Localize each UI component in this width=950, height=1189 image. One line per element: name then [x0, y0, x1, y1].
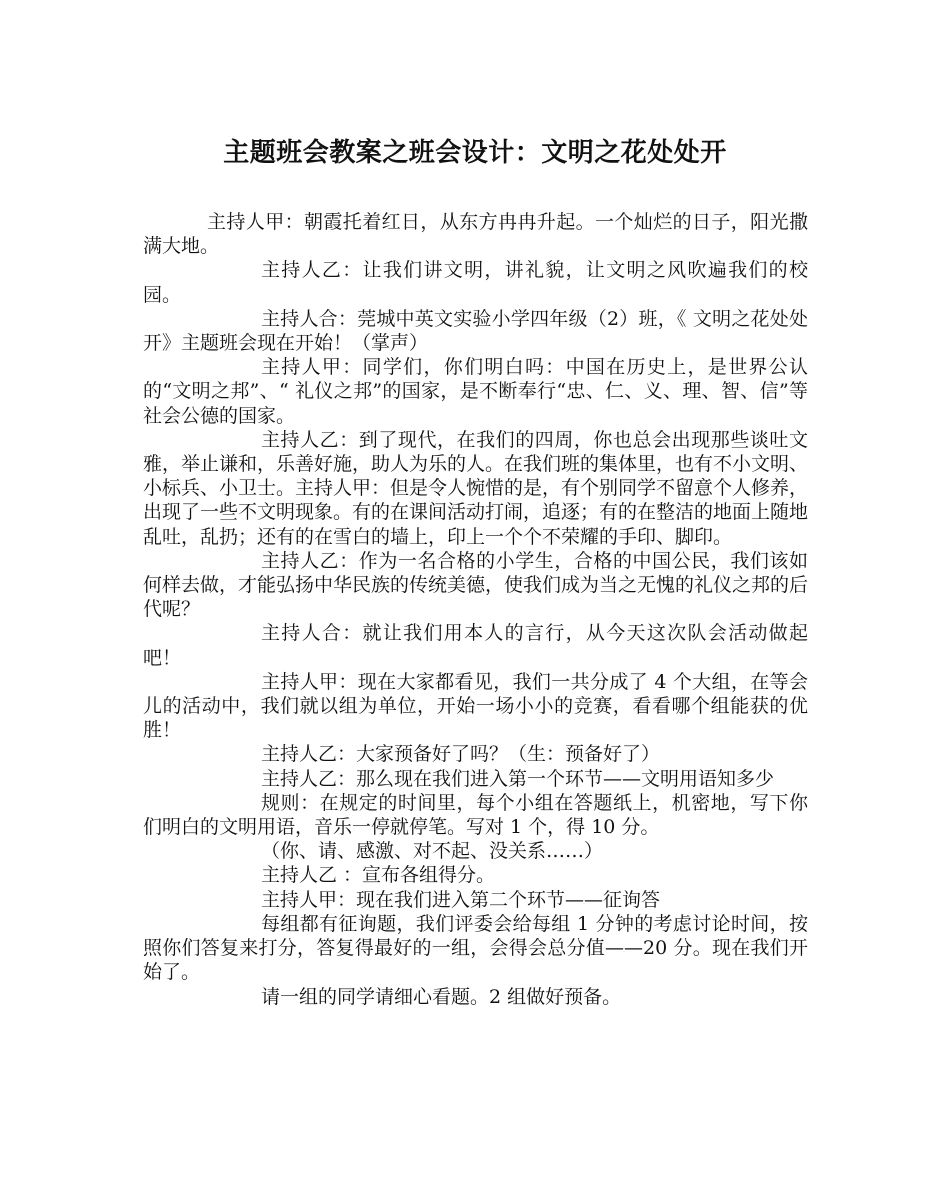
paragraph: 主持人乙：让我们讲文明，讲礼貌，让文明之风吹遍我们的校园。	[143, 259, 808, 306]
document-body	[143, 210, 808, 1009]
paragraph: 主持人乙：到了现代，在我们的四周，你也总会出现那些谈吐文雅，举止谦和，乐善好施，助人为乐的人。在我们班的集体里，也有不小文明、小标兵、小卫士。主持人甲：但是令人惋惜的是，有个别同学不留意个人修养，出现了一些不文明现象。有的在课间活动打闹，追逐；有的在整洁的地面上随地乱吐，乱扔；还有的在雪白的墙上，印上一个个不荣耀的手印、脚印。	[143, 428, 809, 548]
paragraph: 主持人乙：作为一名合格的小学生，合格的中国公民，我们该如何样去做，才能弘扬中华民族的传统美德，使我们成为当之无愧的礼仪之邦的后代呢？	[143, 549, 809, 621]
paragraph: 主持人甲：同学们，你们明白吗：中国在历史上，是世界公认的“文明之邦”、“ 礼仪之邦”的国家，是不断奉行“忠、仁、义、理、智、信”等社会公德的国家。	[143, 356, 808, 427]
paragraph: 主持人合：莞城中英文实验小学四年级（2）班，《 文明之花处处开》主题班会现在开始！（掌声）	[143, 307, 808, 355]
paragraph: 请一组的同学请细心看题。2 组做好预备。	[261, 985, 622, 1008]
paragraph: 主持人甲：现在大家都看见，我们一共分成了 4 个大组，在等会儿的活动中，我们就以组为单位，开始一场小小的竞赛，看看哪个组能获的优胜！	[143, 670, 808, 742]
paragraph: （你、请、感激、对不起、没关系……）	[261, 840, 604, 863]
paragraph: 主持人合：就让我们用本人的言行，从今天这次队会活动做起吧！	[143, 622, 808, 669]
paragraph: 每组都有征询题，我们评委会给每组 1 分钟的考虑讨论时间，按照你们答复来打分，答复得最好的一组，会得会总分值——20 分。现在我们开始了。	[143, 912, 808, 984]
paragraph: 规则：在规定的时间里，每个小组在答题纸上，机密地，写下你们明白的文明用语，音乐一停就停笔。写对 1 个，得 10 分。	[143, 791, 808, 839]
paragraph: 主持人甲：朝霞托着红日，从东方冉冉升起。一个灿烂的日子，阳光撒满大地。	[143, 211, 808, 258]
paragraph: 主持人乙：大家预备好了吗？（生：预备好了）	[261, 743, 661, 766]
page-title: 主题班会教案之班会设计：文明之花处处开	[223, 138, 727, 168]
paragraph: 主持人乙：那么现在我们进入第一个环节——文明用语知多少	[261, 767, 775, 790]
paragraph: 主持人甲：现在我们进入第二个环节——征询答	[261, 888, 661, 911]
paragraph: 主持人乙 ：宣布各组得分。	[261, 864, 496, 887]
